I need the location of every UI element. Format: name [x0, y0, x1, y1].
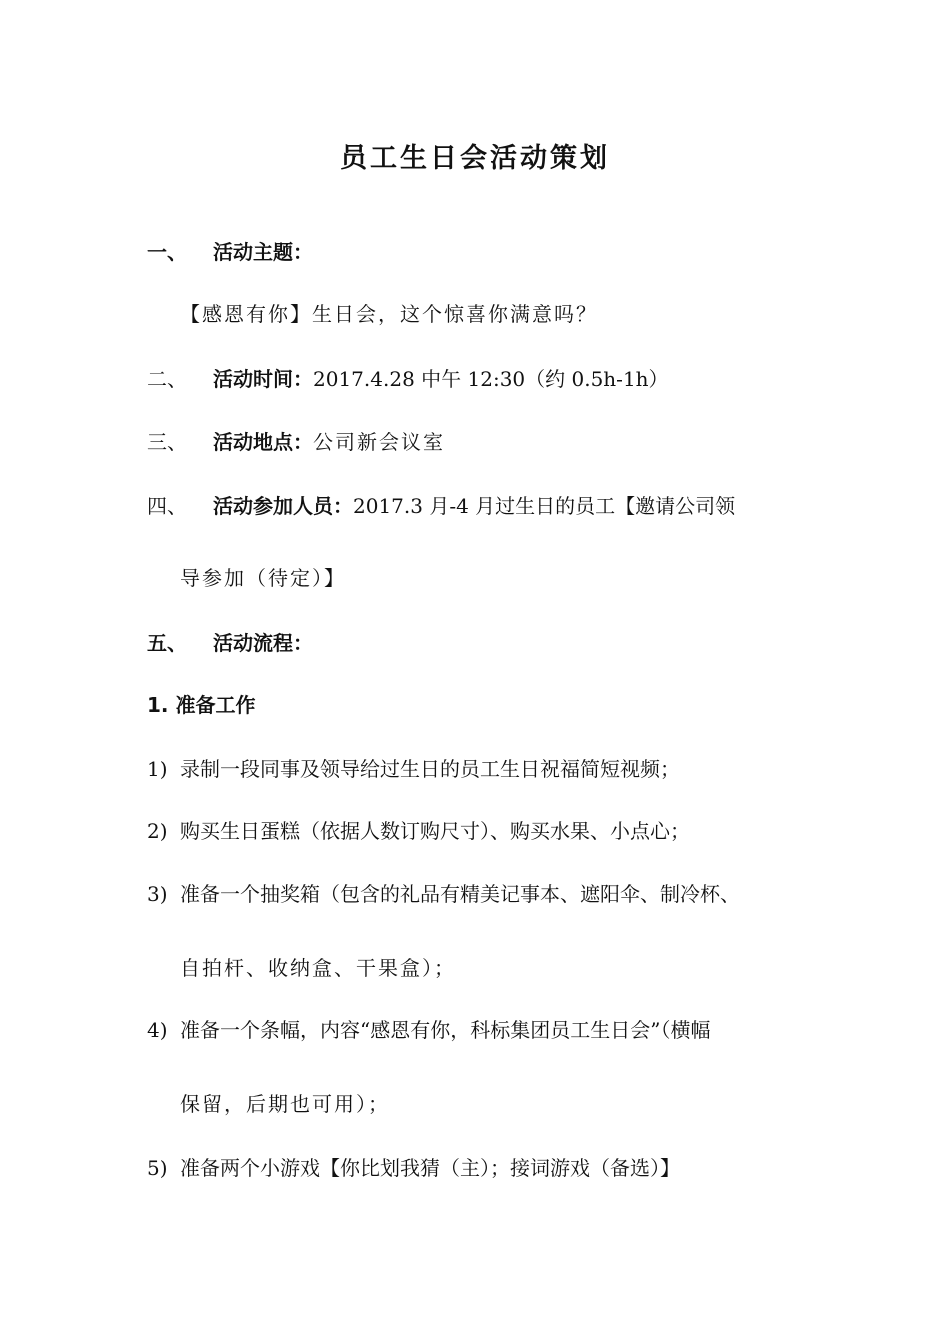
- item-2-number: 2): [147, 819, 168, 843]
- item-1-number: 1): [147, 757, 168, 781]
- section-3-heading: 活动地点：: [213, 430, 313, 454]
- item-5-text: 准备两个小游戏【你比划我猜（主）；接词游戏（备选）】: [180, 1156, 680, 1180]
- step-1-heading: 1. 准备工作: [147, 693, 256, 717]
- section-5-number: 五、: [147, 631, 187, 655]
- item-4-continuation: 保留，后期也可用）；: [180, 1092, 390, 1116]
- section-1-content: 【感恩有你】生日会，这个惊喜你满意吗？: [180, 302, 598, 326]
- item-3-continuation: 自拍杆、收纳盒、干果盒）；: [180, 956, 456, 980]
- item-4-number: 4): [147, 1018, 168, 1042]
- section-5-heading: 活动流程：: [213, 631, 313, 655]
- section-4-number: 四、: [147, 494, 187, 518]
- item-3-text: 准备一个抽奖箱（包含的礼品有精美记事本、遮阳伞、制冷杯、: [180, 882, 740, 906]
- document-title: 员工生日会活动策划: [340, 143, 610, 174]
- section-4-heading: 活动参加人员：: [213, 494, 353, 518]
- section-4-line: [213, 492, 735, 520]
- item-3-number: 3): [147, 882, 168, 906]
- section-3-line: [213, 428, 445, 456]
- item-2-text: 购买生日蛋糕（依据人数订购尺寸）、购买水果、小点心；: [180, 819, 690, 843]
- section-3-value: 公司新会议室: [313, 430, 445, 454]
- item-4-text: 准备一个条幅，内容“感恩有你，科标集团员工生日会”（横幅: [180, 1018, 711, 1042]
- section-2-number: 二、: [147, 367, 187, 391]
- section-2-heading: 活动时间：: [213, 367, 313, 391]
- item-1-text: 录制一段同事及领导给过生日的员工生日祝福简短视频；: [180, 757, 680, 781]
- section-2-value: 2017.4.28 中午 12:30（约 0.5h-1h）: [313, 367, 669, 391]
- section-4-continuation: 导参加（待定）】: [180, 566, 346, 590]
- section-4-value: 2017.3 月-4 月过生日的员工【邀请公司领: [353, 494, 736, 518]
- section-1-number: 一、: [147, 240, 187, 264]
- section-3-number: 三、: [147, 430, 187, 454]
- section-1-heading: 活动主题：: [213, 240, 313, 264]
- section-2-line: [213, 365, 669, 393]
- item-5-number: 5): [147, 1156, 168, 1180]
